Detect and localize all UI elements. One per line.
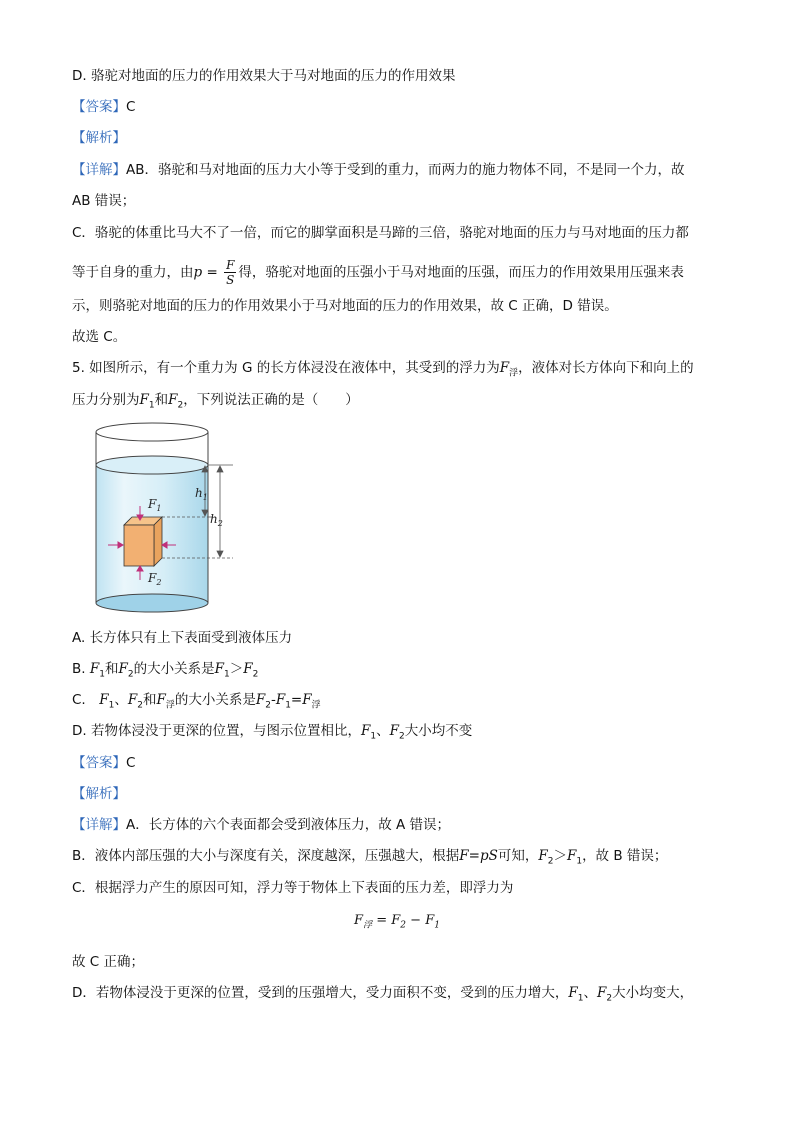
explain-c-end: 故 C 正确； — [72, 954, 145, 970]
option-a: A. 长方体只有上下表面受到液体压力 — [72, 630, 293, 646]
explain-d: D．若物体浸没于更深的位置，受到的压强增大，受力面积不变，受到的压力增大，$F_1$、$F_2$大小均变大， — [72, 985, 694, 1004]
question-5-line-1: 5. 如图所示，有一个重力为 G 的长方体浸没在液体中，其受到的浮力为$F_浮$，液体对长方体向下和向上的 — [72, 360, 694, 379]
label-h1: $h_1$ — [195, 486, 208, 502]
detail-line-6: 故选 C。 — [72, 329, 127, 345]
explain-b: B．液体内部压强的大小与深度有关，深度越深，压强越大，根据F=pS可知，$F_2>F_1$，故 B 错误； — [72, 848, 668, 867]
answer-line-2: 【答案】C — [72, 755, 136, 771]
detail-line-4: 等于自身的重力，由p = $\frac{F}{S}$ 得，骆驼对地面的压强小于马对地面的压强，而压力的作用效果用压强来表 — [72, 258, 684, 287]
option-c: C. $F_1$、$F_2$和$F_浮$的大小关系是$F_2-F_1=F_浮$ — [72, 692, 321, 711]
question-5-line-2: 压力分别为$F_1$和$F_2$，下列说法正确的是（ ） — [72, 392, 359, 411]
label-h2: $h_2$ — [210, 512, 223, 528]
explain-c: C．根据浮力产生的原因可知，浮力等于物体上下表面的压力差，即浮力为 — [72, 880, 514, 896]
detail-line-5: 示，则骆驼对地面的压力的作用效果小于马对地面的压力的作用效果，故 C 正确，D 错误。 — [72, 298, 618, 314]
fraction-f-over-s: $\frac{F}{S}$ — [226, 258, 235, 287]
option-d: D. 若物体浸没于更深的位置，与图示位置相比，$F_1$、$F_2$大小均不变 — [72, 723, 473, 742]
buoyancy-formula: $F_浮 = F_2 - F_1$ — [354, 913, 440, 931]
explain-a: 【详解】A．长方体的六个表面都会受到液体压力，故 A 错误； — [72, 817, 451, 833]
cylinder-figure — [88, 420, 248, 615]
detail-line-3: C．骆驼的体重比马大不了一倍，而它的脚掌面积是马蹄的三倍，骆驼对地面的压力与马对地面的压力都 — [72, 225, 689, 241]
answer-line-1: 【答案】C — [72, 99, 136, 115]
label-f2: $F_2$ — [148, 571, 162, 587]
option-b: B. $F_1$和$F_2$的大小关系是$F_1>F_2$ — [72, 661, 259, 680]
detail-line-2: AB 错误； — [72, 193, 136, 209]
analysis-label-2: 【解析】 — [72, 786, 126, 802]
analysis-label-1: 【解析】 — [72, 130, 126, 146]
label-f1: $F_1$ — [148, 497, 162, 513]
cuboid — [124, 517, 162, 566]
detail-line-1: 【详解】AB．骆驼和马对地面的压力大小等于受到的重力，而两力的施力物体不同，不是同一个力，故 — [72, 162, 685, 178]
option-d-prev: D. 骆驼对地面的压力的作用效果大于马对地面的压力的作用效果 — [72, 68, 456, 84]
